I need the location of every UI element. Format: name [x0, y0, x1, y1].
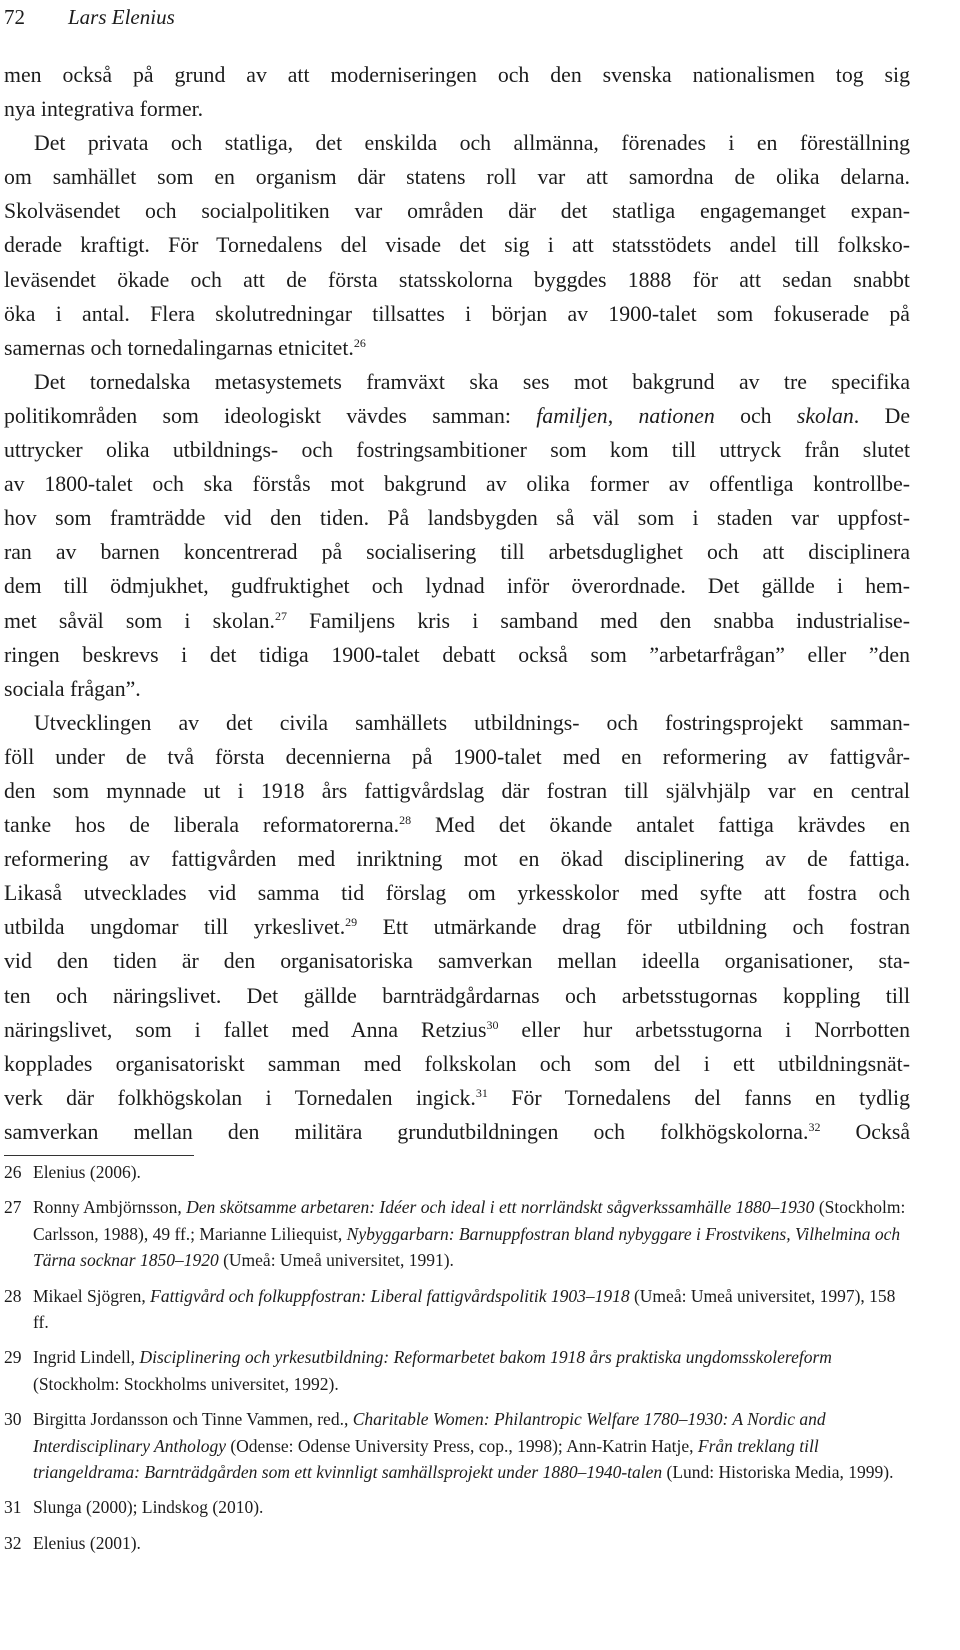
text-line: om samhället som en organism där statens roll var att samordna de olika delarna. [4, 165, 910, 190]
italic-term: nationen [638, 403, 715, 428]
book-title: Charitable Women: Philantropic Welfare 1780–1930: A Nordic and Interdisciplinary Anthology [33, 1409, 826, 1456]
italic-term: familjen [536, 403, 608, 428]
line-text: politikområden som ideologiskt vävdes samman: [4, 403, 537, 428]
text-line: vid den tiden är den organisatoriska samverkan mellan ideella organisationer, sta- [4, 949, 910, 974]
footnote-citation: Slunga (2000); Lindskog (2010). [33, 1497, 264, 1518]
footnote-citation: Birgitta Jordansson och Tinne Vammen, red., [33, 1409, 353, 1430]
book-title: Nybyggarbarn: Barnuppfostran bland nybyggare i Frostvikens, Vilhelmina och Tärna socknar 1850–1920 [33, 1223, 901, 1271]
footnote [4, 1159, 910, 1185]
text-line: Skolväsendet och socialpolitiken var områden där det statliga engagemanget expan- [4, 199, 910, 224]
book-title: Disciplinering och yrkesutbildning: Reformarbetet bakom 1918 års praktiska ungdomsskolereform [139, 1347, 832, 1368]
footnote-number: 26 [4, 1162, 22, 1182]
footnote-citation: Mikael Sjögren, [33, 1285, 151, 1306]
text-line: öka i antal. Flera skolutredningar tillsattes i början av 1900-talet som fokuserade på [4, 301, 910, 326]
footnote-ref[interactable]: 27 [274, 608, 287, 623]
footnote [4, 1530, 910, 1556]
text-line: Det privata och statliga, det enskilda och allmänna, förenades i en föreställning [34, 131, 910, 156]
footnote-text [33, 1194, 910, 1273]
line-text: samernas och tornedalingarnas etnicitet. [4, 335, 354, 360]
line-text: För Tornedalens del fanns en tydlig [487, 1085, 910, 1110]
footnote-text [33, 1283, 910, 1336]
text-line [4, 604, 910, 638]
italic-term: skolan [796, 403, 854, 428]
text-line: den som mynnade ut i 1918 års fattigvårdslag där fostran till självhjälp var en central [4, 778, 910, 803]
line-text: . De [853, 403, 910, 428]
footnote-citation: (Odense: Odense University Press, cop., 1998); Ann-Katrin Hatje, [225, 1435, 698, 1456]
text-line: leväsendet ökade och att de första statsskolorna byggdes 1888 för att sedan snabbt [4, 267, 910, 292]
text-line [4, 910, 910, 944]
line-text: eller hur arbetsstugorna i Norrbotten [498, 1017, 911, 1042]
line-text: Också [820, 1119, 911, 1144]
footnote [4, 1194, 910, 1273]
footnote-citation: (Lund: Historiska Media, 1999). [662, 1462, 894, 1483]
text-line [4, 1115, 910, 1149]
line-text: verk där folkhögskolan i Tornedalen ingick. [4, 1085, 476, 1110]
footnote-text [33, 1159, 910, 1185]
line-text: Familjens kris i samband med den snabba industrialise- [286, 608, 910, 633]
text-line [4, 331, 910, 365]
footnote-citation: (Stockholm: Carlsson, 1988), 49 ff.; Marianne Liliequist, [33, 1197, 906, 1244]
footnote-ref[interactable]: 29 [345, 915, 358, 930]
text-line [4, 399, 910, 433]
text-line: sociala frågan”. [4, 676, 141, 701]
text-line [4, 1013, 910, 1047]
book-title: Fattigvård och folkuppfostran: Liberal fattigvårdspolitik 1903–1918 [150, 1285, 630, 1306]
footnote [4, 1283, 910, 1336]
footnote-text [33, 1530, 910, 1556]
footnote-number: 32 [4, 1532, 22, 1553]
text-line [4, 808, 910, 842]
footnote-text [33, 1406, 910, 1485]
line-text: utbilda ungdomar till yrkeslivet. [4, 915, 346, 940]
footnote-ref[interactable]: 31 [475, 1085, 488, 1100]
line-text: näringslivet, som i fallet med Anna Retzius [4, 1017, 487, 1042]
footnote-ref[interactable]: 28 [399, 813, 412, 828]
text-line: uttrycker olika utbildnings- och fostringsambitioner som kom till uttryck från slutet [4, 438, 910, 463]
footnotes [4, 1159, 910, 1565]
text-line: men också på grund av att moderniseringen och den svenska nationalismen tog sig [4, 63, 910, 87]
text-line [4, 1081, 910, 1115]
line-text: samverkan mellan den militära grundutbildningen och folkhögskolorna. [4, 1119, 809, 1144]
footnote-text [33, 1494, 910, 1520]
footnote [4, 1406, 910, 1485]
running-head-author: Lars Elenius [68, 5, 175, 29]
footnote-number: 30 [4, 1409, 22, 1430]
footnote-number: 28 [4, 1285, 22, 1306]
text-line: Likaså utvecklades vid samma tid förslag om yrkesskolor med syfte att fostra och [4, 881, 910, 906]
line-text: Ett utmärkande drag för utbildning och fostran [357, 915, 911, 940]
footnote-citation: (Umeå: Umeå universitet, 1997), 158 ff. [33, 1285, 896, 1333]
text-line: kopplades organisatoriskt samman med folkskolan och som del i ett utbildningsnät- [4, 1051, 910, 1076]
line-text: , [607, 403, 639, 428]
footnote-text [33, 1344, 910, 1397]
book-title: Den skötsamme arbetaren: Idéer och ideal i ett norrländskt sågverkssamhälle 1880–1930 [186, 1197, 815, 1218]
text-line: hov som framträdde vid den tiden. På landsbygden så väl som i staden var uppfost- [4, 506, 910, 531]
footnote-citation: Elenius (2001). [33, 1532, 141, 1553]
text-line: dem till ödmjukhet, gudfruktighet och lydnad inför överordnade. Det gällde i hem- [4, 574, 910, 599]
text-line: ringen beskrevs i det tidiga 1900-talet debatt också som ”arbetarfrågan” eller ”den [4, 642, 910, 667]
text-line: Utvecklingen av det civila samhällets utbildnings- och fostringsprojekt samman- [34, 710, 910, 735]
body-text [4, 58, 910, 1149]
text-line: föll under de två första decennierna på 1900-talet med en reformering av fattigvår- [4, 744, 910, 769]
book-title: Från treklang till triangeldrama: Barnträdgården som ett kvinnligt samhällsprojekt under 1880–1940-talen [33, 1435, 819, 1483]
footnote-citation: (Stockholm: Stockholms universitet, 1992). [33, 1373, 339, 1394]
footnote-citation: Ronny Ambjörnsson, [33, 1197, 187, 1218]
running-header [4, 2, 175, 32]
footnote [4, 1344, 910, 1397]
footnote-number: 31 [4, 1497, 22, 1518]
text-line: reformering av fattigvården med inriktning mot en ökad disciplinering av de fattiga. [4, 847, 910, 872]
text-line: nya integrativa former. [4, 97, 204, 122]
text-line: ran av barnen koncentrerad på socialisering till arbetsduglighet och att disciplinera [4, 540, 910, 565]
line-text: Med det ökande antalet fattiga krävdes en [411, 813, 910, 838]
line-text: tanke hos de liberala reformatorerna. [4, 813, 400, 838]
footnote [4, 1494, 910, 1520]
text-line: derade kraftigt. För Tornedalens del visade det sig i att statsstödets andel till folksko- [4, 233, 910, 258]
footnote-number: 29 [4, 1347, 22, 1368]
line-text: met såväl som i skolan. [4, 608, 275, 633]
line-text: och [714, 403, 797, 428]
footnote-ref[interactable]: 32 [808, 1119, 821, 1134]
footnote-ref[interactable]: 26 [353, 335, 366, 350]
page-number: 72 [4, 5, 25, 29]
text-line: av 1800-talet och ska förstås mot bakgrund av olika former av offentliga kontrollbe- [4, 472, 910, 497]
text-line: Det tornedalska metasystemets framväxt ska ses mot bakgrund av tre specifika [34, 369, 910, 394]
footnote-citation: Ingrid Lindell, [33, 1347, 140, 1368]
footnote-citation: Elenius (2006). [33, 1162, 141, 1182]
footnote-citation: (Umeå: Umeå universitet, 1991). [218, 1250, 454, 1271]
text-line: ten och näringslivet. Det gällde barnträdgårdarnas och arbetsstugornas koppling till [4, 983, 910, 1008]
footnote-ref[interactable]: 30 [486, 1017, 499, 1032]
footnote-divider [4, 1155, 194, 1156]
footnote-number: 27 [4, 1197, 22, 1218]
